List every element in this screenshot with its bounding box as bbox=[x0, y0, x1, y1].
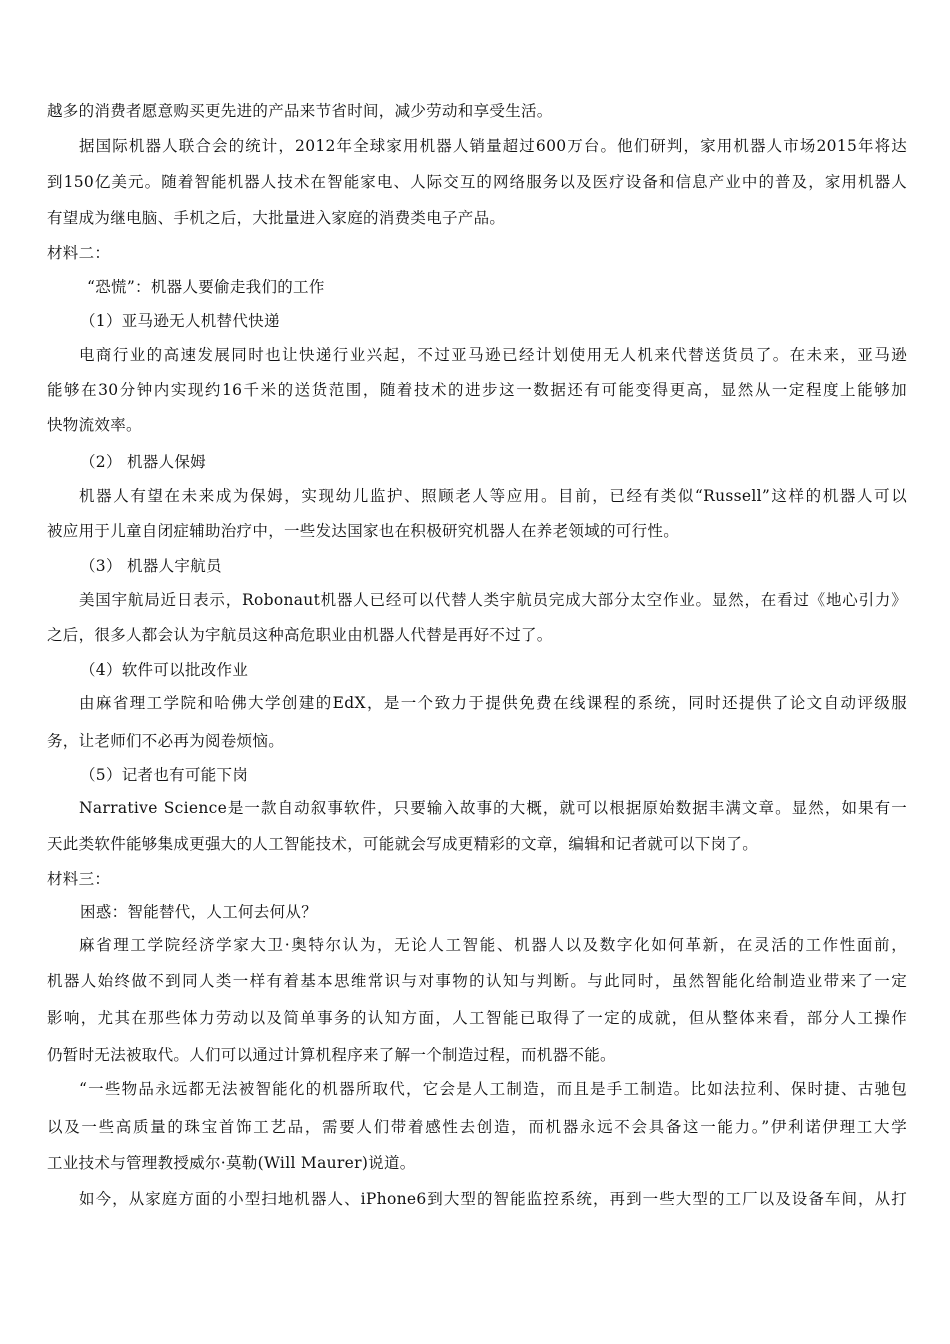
text-line: 快物流效率。 bbox=[47, 416, 142, 434]
section-heading: 材料三： bbox=[47, 870, 111, 888]
subheading: （1）亚马逊无人机替代快递 bbox=[80, 312, 280, 330]
text-line: 有望成为继电脑、手机之后，大批量进入家庭的消费类电子产品。 bbox=[47, 209, 506, 227]
text-line: 能够在30分钟内实现约16千米的送货范围，随着技术的进步这一数据还有可能变得更高，显然从一定程度上能够加 bbox=[47, 381, 907, 399]
text-line: 美国宇航局近日表示，Robonaut机器人已经可以代替人类宇航员完成大部分太空作业。显然，在看过《地心引力》 bbox=[79, 591, 907, 609]
text-line: 到150亿美元。随着智能机器人技术在智能家电、人际交互的网络服务以及医疗设备和信息产业中的普及，家用机器人 bbox=[47, 173, 907, 191]
text-line: 由麻省理工学院和哈佛大学创建的EdX，是一个致力于提供免费在线课程的系统，同时还提供了论文自动评级服 bbox=[79, 694, 907, 712]
text-line: 被应用于儿童自闭症辅助治疗中，一些发达国家也在积极研究机器人在养老领域的可行性。 bbox=[47, 522, 680, 540]
section-heading: 材料二： bbox=[47, 244, 111, 262]
text-line: 麻省理工学院经济学家大卫·奥特尔认为，无论人工智能、机器人以及数字化如何革新，在灵活的工作性面前， bbox=[79, 936, 907, 954]
text-line: 如今，从家庭方面的小型扫地机器人、iPhone6到大型的智能监控系统，再到一些大型的工厂以及设备车间，从打 bbox=[79, 1190, 907, 1208]
text-line: 机器人始终做不到同人类一样有着基本思维常识与对事物的认知与判断。与此同时，虽然智能化给制造业带来了一定 bbox=[47, 972, 907, 990]
subheading: （5）记者也有可能下岗 bbox=[80, 766, 249, 784]
text-line: 据国际机器人联合会的统计，2012年全球家用机器人销量超过600万台。他们研判，家用机器人市场2015年将达 bbox=[79, 137, 907, 155]
text-line: 越多的消费者愿意购买更先进的产品来节省时间，减少劳动和享受生活。 bbox=[47, 102, 553, 120]
text-line: 工业技术与管理教授威尔·莫勒(Will Maurer)说道。 bbox=[47, 1154, 416, 1172]
text-line: 天此类软件能够集成更强大的人工智能技术，可能就会写成更精彩的文章，编辑和记者就可以下岗了。 bbox=[47, 835, 759, 853]
subheading: （4）软件可以批改作业 bbox=[80, 661, 249, 679]
text-line: 以及一些高质量的珠宝首饰工艺品，需要人们带着感性去创造，而机器永远不会具备这一能力。”伊利诺伊理工大学 bbox=[47, 1118, 907, 1136]
text-line: “一些物品永远都无法被智能化的机器所取代，它会是人工制造，而且是手工制造。比如法拉利、保时捷、古驰包 bbox=[79, 1080, 907, 1098]
subheading: （3） 机器人宇航员 bbox=[80, 557, 222, 575]
subheading: 困惑：智能替代，人工何去何从？ bbox=[80, 903, 318, 921]
subheading: “恐慌”：机器人要偷走我们的工作 bbox=[87, 278, 325, 296]
text-line: Narrative Science是一款自动叙事软件，只要输入故事的大概，就可以根据原始数据丰满文章。显然，如果有一 bbox=[79, 799, 907, 817]
subheading: （2） 机器人保姆 bbox=[80, 453, 206, 471]
text-line: 务，让老师们不必再为阅卷烦恼。 bbox=[47, 732, 285, 750]
text-line: 之后，很多人都会认为宇航员这种高危职业由机器人代替是再好不过了。 bbox=[47, 626, 553, 644]
text-line: 机器人有望在未来成为保姆，实现幼儿监护、照顾老人等应用。目前，已经有类似“Russell”这样的机器人可以 bbox=[79, 487, 907, 505]
text-line: 仍暂时无法被取代。人们可以通过计算机程序来了解一个制造过程，而机器不能。 bbox=[47, 1046, 616, 1064]
text-line: 电商行业的高速发展同时也让快递行业兴起，不过亚马逊已经计划使用无人机来代替送货员了。在未来，亚马逊 bbox=[79, 346, 907, 364]
text-line: 影响，尤其在那些体力劳动以及简单事务的认知方面，人工智能已取得了一定的成就，但从整体来看，部分人工操作 bbox=[47, 1009, 907, 1027]
